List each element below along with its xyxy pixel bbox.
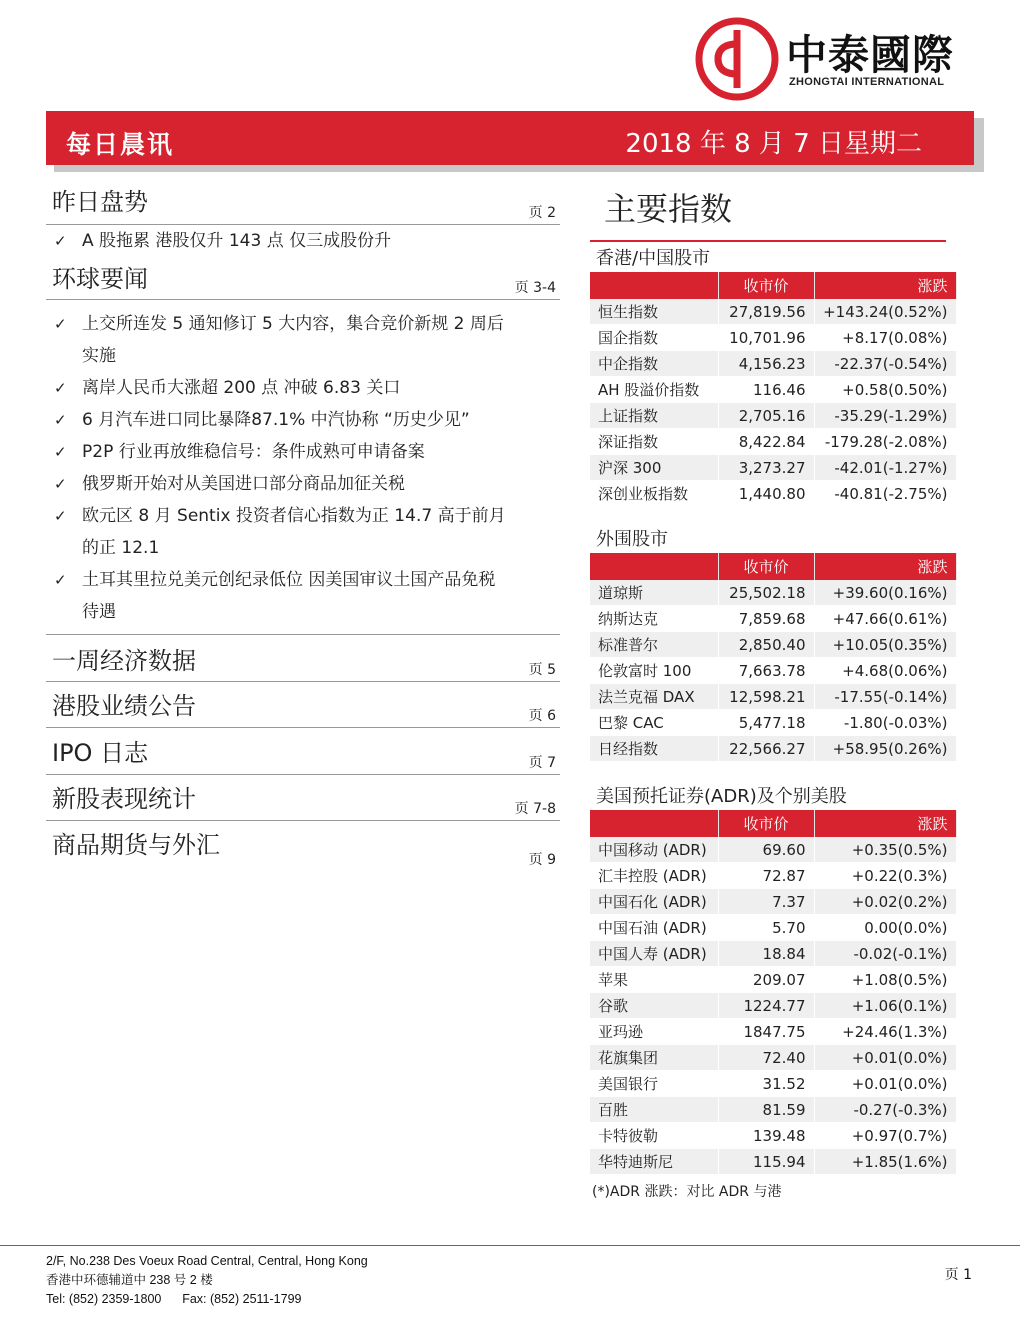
zhongtai-logo-icon bbox=[694, 16, 780, 102]
cell-change: +0.22(0.3%) bbox=[814, 863, 956, 889]
bullet-item: ✓ P2P 行业再放维稳信号：条件成熟可申请备案 bbox=[46, 436, 560, 468]
cell-close: 22,566.27 bbox=[718, 736, 814, 762]
section-page: 页 9 bbox=[528, 852, 556, 868]
cell-close: 2,850.40 bbox=[718, 632, 814, 658]
cell-change: +8.17(0.08%) bbox=[814, 325, 956, 351]
table-row bbox=[590, 325, 956, 351]
section-page: 页 7-8 bbox=[514, 801, 556, 817]
cell-change: -42.01(-1.27%) bbox=[814, 455, 956, 481]
section-commodities-fx[interactable] bbox=[46, 821, 560, 867]
section-title: 新股表现统计 bbox=[52, 785, 196, 813]
cell-name: 上证指数 bbox=[590, 403, 718, 429]
cell-change: +0.02(0.2%) bbox=[814, 889, 956, 915]
checkmark-icon: ✓ bbox=[54, 315, 67, 333]
section-weekly-economic-data[interactable] bbox=[46, 635, 560, 682]
table-row bbox=[590, 580, 956, 606]
table-row bbox=[590, 1071, 956, 1097]
brand-name-en: ZHONGTAI INTERNATIONAL bbox=[789, 76, 945, 88]
cell-name: 日经指数 bbox=[590, 736, 718, 762]
group-title-hk-china: 香港/中国股市 bbox=[596, 248, 711, 269]
table-row bbox=[590, 736, 956, 762]
cell-name: 中国石化 (ADR) bbox=[590, 889, 718, 915]
table-overseas bbox=[590, 553, 957, 762]
table-adr bbox=[590, 810, 957, 1175]
table-row bbox=[590, 967, 956, 993]
bullet-item: ✓ 欧元区 8 月 Sentix 投资者信心指数为正 14.7 高于前月的正 12.1 bbox=[46, 500, 560, 564]
global-news-bullets bbox=[46, 300, 560, 635]
indices-title: 主要指数 bbox=[604, 190, 733, 228]
cell-change: +47.66(0.61%) bbox=[814, 606, 956, 632]
section-hk-earnings[interactable] bbox=[46, 682, 560, 728]
cell-change: -17.55(-0.14%) bbox=[814, 684, 956, 710]
table-row bbox=[590, 710, 956, 736]
table-row bbox=[590, 1123, 956, 1149]
cell-close: 72.87 bbox=[718, 863, 814, 889]
table-row bbox=[590, 941, 956, 967]
bullet-item: ✓ 土耳其里拉兑美元创纪录低位 因美国审议土国产品免税待遇 bbox=[46, 564, 560, 628]
cell-close: 10,701.96 bbox=[718, 325, 814, 351]
table-row bbox=[590, 351, 956, 377]
cell-name: 深证指数 bbox=[590, 429, 718, 455]
table-row bbox=[590, 1149, 956, 1175]
table-row bbox=[590, 299, 956, 325]
table-row bbox=[590, 455, 956, 481]
table-row bbox=[590, 632, 956, 658]
cell-close: 5.70 bbox=[718, 915, 814, 941]
table-row bbox=[590, 863, 956, 889]
footer-address-en: 2/F, No.238 Des Voeux Road Central, Central, Hong Kong bbox=[46, 1254, 368, 1268]
cell-close: 7.37 bbox=[718, 889, 814, 915]
report-date: 2018 年 8 月 7 日星期二 bbox=[625, 129, 922, 159]
cell-close: 12,598.21 bbox=[718, 684, 814, 710]
cell-change: -0.27(-0.3%) bbox=[814, 1097, 956, 1123]
section-title: 环球要闻 bbox=[52, 265, 148, 293]
cell-name: 中国移动 (ADR) bbox=[590, 837, 718, 863]
cell-name: 巴黎 CAC bbox=[590, 710, 718, 736]
cell-change: +10.05(0.35%) bbox=[814, 632, 956, 658]
bullet-item: ✓ A 股拖累 港股仅升 143 点 仅三成股份升 bbox=[46, 225, 560, 257]
cell-change: -22.37(-0.54%) bbox=[814, 351, 956, 377]
header-name bbox=[590, 553, 718, 580]
cell-close: 69.60 bbox=[718, 837, 814, 863]
company-logo bbox=[694, 16, 994, 102]
table-hk-china bbox=[590, 272, 957, 507]
cell-name: 标准普尔 bbox=[590, 632, 718, 658]
cell-close: 7,663.78 bbox=[718, 658, 814, 684]
cell-name: AH 股溢价指数 bbox=[590, 377, 718, 403]
checkmark-icon: ✓ bbox=[54, 475, 67, 493]
cell-change: +4.68(0.06%) bbox=[814, 658, 956, 684]
cell-close: 7,859.68 bbox=[718, 606, 814, 632]
section-global-news[interactable] bbox=[46, 255, 560, 300]
cell-change: -0.02(-0.1%) bbox=[814, 941, 956, 967]
table-row bbox=[590, 889, 956, 915]
cell-name: 伦敦富时 100 bbox=[590, 658, 718, 684]
section-page: 页 3-4 bbox=[514, 280, 556, 296]
cell-name: 华特迪斯尼 bbox=[590, 1149, 718, 1175]
cell-name: 沪深 300 bbox=[590, 455, 718, 481]
table-row bbox=[590, 1097, 956, 1123]
cell-name: 国企指数 bbox=[590, 325, 718, 351]
table-row bbox=[590, 481, 956, 507]
section-title: 一周经济数据 bbox=[52, 647, 196, 675]
section-page: 页 2 bbox=[528, 205, 556, 221]
cell-close: 27,819.56 bbox=[718, 299, 814, 325]
cell-close: 5,477.18 bbox=[718, 710, 814, 736]
bullet-item: ✓ 俄罗斯开始对从美国进口部分商品加征关税 bbox=[46, 468, 560, 500]
table-row bbox=[590, 684, 956, 710]
footer-divider bbox=[0, 1245, 1020, 1246]
footer-address-cn: 香港中环德辅道中 238 号 2 楼 bbox=[46, 1273, 213, 1287]
cell-change: +0.35(0.5%) bbox=[814, 837, 956, 863]
cell-name: 深创业板指数 bbox=[590, 481, 718, 507]
page-number: 页 1 bbox=[944, 1267, 972, 1283]
cell-close: 1224.77 bbox=[718, 993, 814, 1019]
cell-name: 中国石油 (ADR) bbox=[590, 915, 718, 941]
cell-close: 18.84 bbox=[718, 941, 814, 967]
table-row bbox=[590, 429, 956, 455]
cell-change: +58.95(0.26%) bbox=[814, 736, 956, 762]
contents-column bbox=[46, 184, 560, 867]
adr-footnote: (*)ADR 涨跌：对比 ADR 与港 bbox=[592, 1184, 782, 1200]
cell-name: 百胜 bbox=[590, 1097, 718, 1123]
cell-change: +1.85(1.6%) bbox=[814, 1149, 956, 1175]
cell-change: +0.01(0.0%) bbox=[814, 1071, 956, 1097]
cell-name: 卡特彼勒 bbox=[590, 1123, 718, 1149]
table-row bbox=[590, 658, 956, 684]
section-title: 昨日盘势 bbox=[52, 188, 148, 216]
cell-change: -1.80(-0.03%) bbox=[814, 710, 956, 736]
header-name bbox=[590, 272, 718, 299]
table-row bbox=[590, 1019, 956, 1045]
bullet-item: ✓ 离岸人民币大涨超 200 点 冲破 6.83 关口 bbox=[46, 372, 560, 404]
cell-change: +24.46(1.3%) bbox=[814, 1019, 956, 1045]
bullet-item: ✓ 上交所连发 5 通知修订 5 大内容，集合竞价新规 2 周后实施 bbox=[46, 308, 560, 372]
cell-close: 4,156.23 bbox=[718, 351, 814, 377]
cell-close: 1847.75 bbox=[718, 1019, 814, 1045]
cell-name: 道琼斯 bbox=[590, 580, 718, 606]
header-close: 收市价 bbox=[718, 272, 814, 299]
cell-name: 中企指数 bbox=[590, 351, 718, 377]
group-title-overseas: 外围股市 bbox=[596, 529, 668, 550]
cell-name: 美国银行 bbox=[590, 1071, 718, 1097]
cell-change: +0.58(0.50%) bbox=[814, 377, 956, 403]
brand-name-cn: 中泰國際 bbox=[786, 31, 954, 79]
report-banner bbox=[46, 111, 974, 165]
cell-change: -40.81(-2.75%) bbox=[814, 481, 956, 507]
cell-close: 209.07 bbox=[718, 967, 814, 993]
cell-name: 谷歌 bbox=[590, 993, 718, 1019]
cell-change: -35.29(-1.29%) bbox=[814, 403, 956, 429]
checkmark-icon: ✓ bbox=[54, 411, 67, 429]
section-page: 页 7 bbox=[528, 755, 556, 771]
section-title: 商品期货与外汇 bbox=[52, 831, 220, 859]
cell-change: +1.08(0.5%) bbox=[814, 967, 956, 993]
cell-name: 花旗集团 bbox=[590, 1045, 718, 1071]
section-ipo-log[interactable] bbox=[46, 728, 560, 775]
header-change: 涨跌 bbox=[814, 553, 956, 580]
cell-close: 2,705.16 bbox=[718, 403, 814, 429]
section-new-share-stats[interactable] bbox=[46, 775, 560, 821]
cell-close: 3,273.27 bbox=[718, 455, 814, 481]
cell-close: 31.52 bbox=[718, 1071, 814, 1097]
section-title: IPO 日志 bbox=[52, 739, 149, 767]
section-page: 页 5 bbox=[528, 662, 556, 678]
major-indices-panel bbox=[590, 186, 956, 1201]
checkmark-icon: ✓ bbox=[54, 443, 67, 461]
cell-close: 81.59 bbox=[718, 1097, 814, 1123]
cell-close: 116.46 bbox=[718, 377, 814, 403]
cell-close: 8,422.84 bbox=[718, 429, 814, 455]
table-row bbox=[590, 993, 956, 1019]
cell-name: 中国人寿 (ADR) bbox=[590, 941, 718, 967]
cell-name: 汇丰控股 (ADR) bbox=[590, 863, 718, 889]
cell-close: 1,440.80 bbox=[718, 481, 814, 507]
header-change: 涨跌 bbox=[814, 810, 956, 837]
section-page: 页 6 bbox=[528, 708, 556, 724]
table-row bbox=[590, 403, 956, 429]
report-title: 每日晨讯 bbox=[66, 130, 175, 159]
table-row bbox=[590, 606, 956, 632]
cell-change: +0.97(0.7%) bbox=[814, 1123, 956, 1149]
group-title-adr: 美国预托证券(ADR)及个别美股 bbox=[596, 786, 847, 807]
header-name bbox=[590, 810, 718, 837]
checkmark-icon: ✓ bbox=[54, 232, 67, 250]
cell-change: +0.01(0.0%) bbox=[814, 1045, 956, 1071]
table-row bbox=[590, 377, 956, 403]
bullet-item: ✓ 6 月汽车进口同比暴降87.1% 中汽协称 “历史少见” bbox=[46, 404, 560, 436]
cell-change: +1.06(0.1%) bbox=[814, 993, 956, 1019]
checkmark-icon: ✓ bbox=[54, 571, 67, 589]
cell-change: 0.00(0.0%) bbox=[814, 915, 956, 941]
footer-phone-fax: Tel: (852) 2359-1800 Fax: (852) 2511-1799 bbox=[46, 1292, 302, 1306]
cell-close: 139.48 bbox=[718, 1123, 814, 1149]
cell-name: 恒生指数 bbox=[590, 299, 718, 325]
table-row bbox=[590, 1045, 956, 1071]
cell-name: 法兰克福 DAX bbox=[590, 684, 718, 710]
cell-name: 亚玛逊 bbox=[590, 1019, 718, 1045]
cell-change: +39.60(0.16%) bbox=[814, 580, 956, 606]
cell-name: 苹果 bbox=[590, 967, 718, 993]
header-change: 涨跌 bbox=[814, 272, 956, 299]
checkmark-icon: ✓ bbox=[54, 379, 67, 397]
cell-close: 25,502.18 bbox=[718, 580, 814, 606]
cell-change: +143.24(0.52%) bbox=[814, 299, 956, 325]
title-rule bbox=[590, 240, 946, 242]
cell-close: 115.94 bbox=[718, 1149, 814, 1175]
header-close: 收市价 bbox=[718, 553, 814, 580]
section-title: 港股业绩公告 bbox=[52, 692, 196, 720]
checkmark-icon: ✓ bbox=[54, 507, 67, 525]
cell-close: 72.40 bbox=[718, 1045, 814, 1071]
cell-name: 纳斯达克 bbox=[590, 606, 718, 632]
header-close: 收市价 bbox=[718, 810, 814, 837]
cell-change: -179.28(-2.08%) bbox=[814, 429, 956, 455]
table-row bbox=[590, 915, 956, 941]
table-row bbox=[590, 837, 956, 863]
footer-contact bbox=[46, 1252, 368, 1309]
section-market-review[interactable] bbox=[46, 184, 560, 225]
